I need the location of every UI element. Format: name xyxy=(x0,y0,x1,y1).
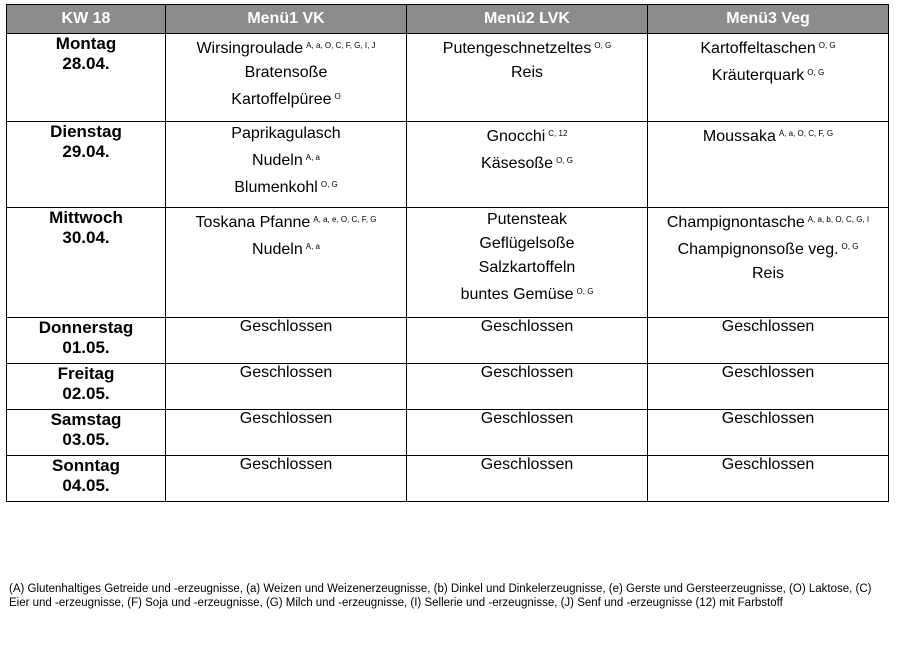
menu-table xyxy=(6,4,889,502)
dish-name: Kartoffelpüree xyxy=(231,91,332,108)
menu2-cell xyxy=(407,122,648,208)
dish-name: Putengeschnetzeltes xyxy=(442,40,592,57)
day-date: 03.05. xyxy=(62,430,110,449)
dish-line xyxy=(407,256,647,280)
closed-cell: Geschlossen xyxy=(648,364,889,410)
day-name: Donnerstag xyxy=(38,318,134,337)
day-name: Dienstag xyxy=(50,122,122,141)
dish-name: Paprikagulasch xyxy=(231,125,341,142)
dish-name: Kartoffeltaschen xyxy=(700,40,816,57)
dish-line xyxy=(407,280,647,307)
day-cell xyxy=(7,34,166,122)
day-cell xyxy=(7,456,166,502)
dish-name: Putensteak xyxy=(486,211,568,228)
closed-cell: Geschlossen xyxy=(407,410,648,456)
allergen-codes: A, a, b, O, C, G, I xyxy=(807,215,870,224)
dish-name: Nudeln xyxy=(252,241,303,258)
closed-cell: Geschlossen xyxy=(407,456,648,502)
allergen-codes: O xyxy=(334,92,341,101)
day-cell xyxy=(7,364,166,410)
dish-line xyxy=(648,262,888,286)
allergen-codes: O, G xyxy=(576,287,594,296)
allergen-codes: O, G xyxy=(807,68,825,77)
dish-line xyxy=(648,34,888,61)
day-date: 04.05. xyxy=(62,476,110,495)
week-header: KW 18 xyxy=(7,5,166,34)
day-row xyxy=(7,456,889,502)
day-date: 01.05. xyxy=(62,338,110,357)
allergen-codes: A, a, O, C, F, G xyxy=(778,129,834,138)
menu3-cell xyxy=(648,208,889,318)
dish-line xyxy=(166,85,406,112)
menu2-header: Menü2 LVK xyxy=(407,5,648,34)
dish-name: Gnocchi xyxy=(486,128,546,145)
day-row xyxy=(7,34,889,122)
day-date: 28.04. xyxy=(62,54,110,73)
closed-cell: Geschlossen xyxy=(648,318,889,364)
allergen-codes: O, G xyxy=(818,41,836,50)
dish-line xyxy=(407,122,647,149)
dish-line xyxy=(166,61,406,85)
dish-line xyxy=(407,208,647,232)
allergen-codes: A, a xyxy=(305,242,320,251)
closed-cell: Geschlossen xyxy=(166,410,407,456)
day-name: Freitag xyxy=(57,364,115,383)
allergen-legend: (A) Glutenhaltiges Getreide und -erzeugnisse, (a) Weizen und Weizenerzeugnisse, (b) Dinkel und Dinkelerzeugnisse, (e) Gerste und Gersteerzeugnisse, (O) Laktose, (C) Eier und -erzeugnisse, (F) Soja und -erzeugnisse, (G) Milch und -erzeugnisse, (I) Sellerie und -erzeugnisse, (J) Senf und -erzeugnisse (12) mit Farbstoff xyxy=(9,583,872,609)
menu3-cell xyxy=(648,34,889,122)
allergen-codes: A, a xyxy=(305,153,320,162)
menu3-cell xyxy=(648,122,889,208)
dish-name: Kräuterquark xyxy=(711,67,805,84)
dish-name: Bratensoße xyxy=(244,64,328,81)
dish-name: Blumenkohl xyxy=(234,179,318,196)
dish-name: Salzkartoffeln xyxy=(478,259,576,276)
menu1-cell xyxy=(166,122,407,208)
dish-name: Geflügelsoße xyxy=(479,235,575,252)
menu-body xyxy=(7,34,889,502)
day-name: Montag xyxy=(55,34,117,53)
dish-line xyxy=(166,208,406,235)
day-row xyxy=(7,410,889,456)
closed-cell: Geschlossen xyxy=(166,364,407,410)
menu2-cell xyxy=(407,208,648,318)
dish-line xyxy=(407,34,647,61)
dish-name: Wirsingroulade xyxy=(196,40,304,57)
dish-line xyxy=(166,122,406,146)
menu1-header: Menü1 VK xyxy=(166,5,407,34)
day-name: Sonntag xyxy=(52,456,120,475)
header-row xyxy=(7,5,889,34)
dish-line xyxy=(648,61,888,88)
closed-cell: Geschlossen xyxy=(407,364,648,410)
dish-name: Reis xyxy=(751,265,784,282)
allergen-codes: O, G xyxy=(841,242,859,251)
allergen-codes: O, G xyxy=(320,180,338,189)
menu3-header: Menü3 Veg xyxy=(648,5,889,34)
day-row xyxy=(7,364,889,410)
allergen-codes: C, 12 xyxy=(548,129,568,138)
closed-cell: Geschlossen xyxy=(407,318,648,364)
day-name: Samstag xyxy=(50,410,122,429)
closed-cell: Geschlossen xyxy=(648,410,889,456)
day-name: Mittwoch xyxy=(49,208,123,227)
allergen-codes: A, a, e, O, C, F, G xyxy=(313,215,377,224)
dish-name: Nudeln xyxy=(252,152,303,169)
dish-line xyxy=(166,173,406,200)
dish-line xyxy=(166,34,406,61)
day-cell xyxy=(7,318,166,364)
dish-line xyxy=(407,232,647,256)
allergen-codes: O, G xyxy=(556,156,573,165)
closed-cell: Geschlossen xyxy=(166,318,407,364)
dish-name: Moussaka xyxy=(702,128,776,145)
dish-line xyxy=(648,122,888,149)
menu1-cell xyxy=(166,34,407,122)
dish-name: Toskana Pfanne xyxy=(195,214,311,231)
closed-cell: Geschlossen xyxy=(166,456,407,502)
day-date: 30.04. xyxy=(62,228,110,247)
dish-line xyxy=(648,235,888,262)
dish-name: Champignontasche xyxy=(666,214,805,231)
menu2-cell xyxy=(407,34,648,122)
day-row xyxy=(7,122,889,208)
dish-name: buntes Gemüse xyxy=(460,286,574,303)
dish-name: Reis xyxy=(510,64,543,81)
allergen-codes: O, G xyxy=(594,41,612,50)
day-date: 02.05. xyxy=(62,384,110,403)
day-row xyxy=(7,208,889,318)
day-date: 29.04. xyxy=(62,142,110,161)
dish-name: Champignonsoße veg. xyxy=(677,241,839,258)
dish-line xyxy=(407,61,647,85)
dish-line xyxy=(166,146,406,173)
day-cell xyxy=(7,208,166,318)
dish-name: Käsesoße xyxy=(481,155,554,172)
dish-line xyxy=(407,149,647,176)
dish-line xyxy=(166,235,406,262)
allergen-codes: A, a, O, C, F, G, I, J xyxy=(306,41,376,50)
dish-line xyxy=(648,208,888,235)
closed-cell: Geschlossen xyxy=(648,456,889,502)
day-cell xyxy=(7,122,166,208)
menu1-cell xyxy=(166,208,407,318)
day-cell xyxy=(7,410,166,456)
day-row xyxy=(7,318,889,364)
